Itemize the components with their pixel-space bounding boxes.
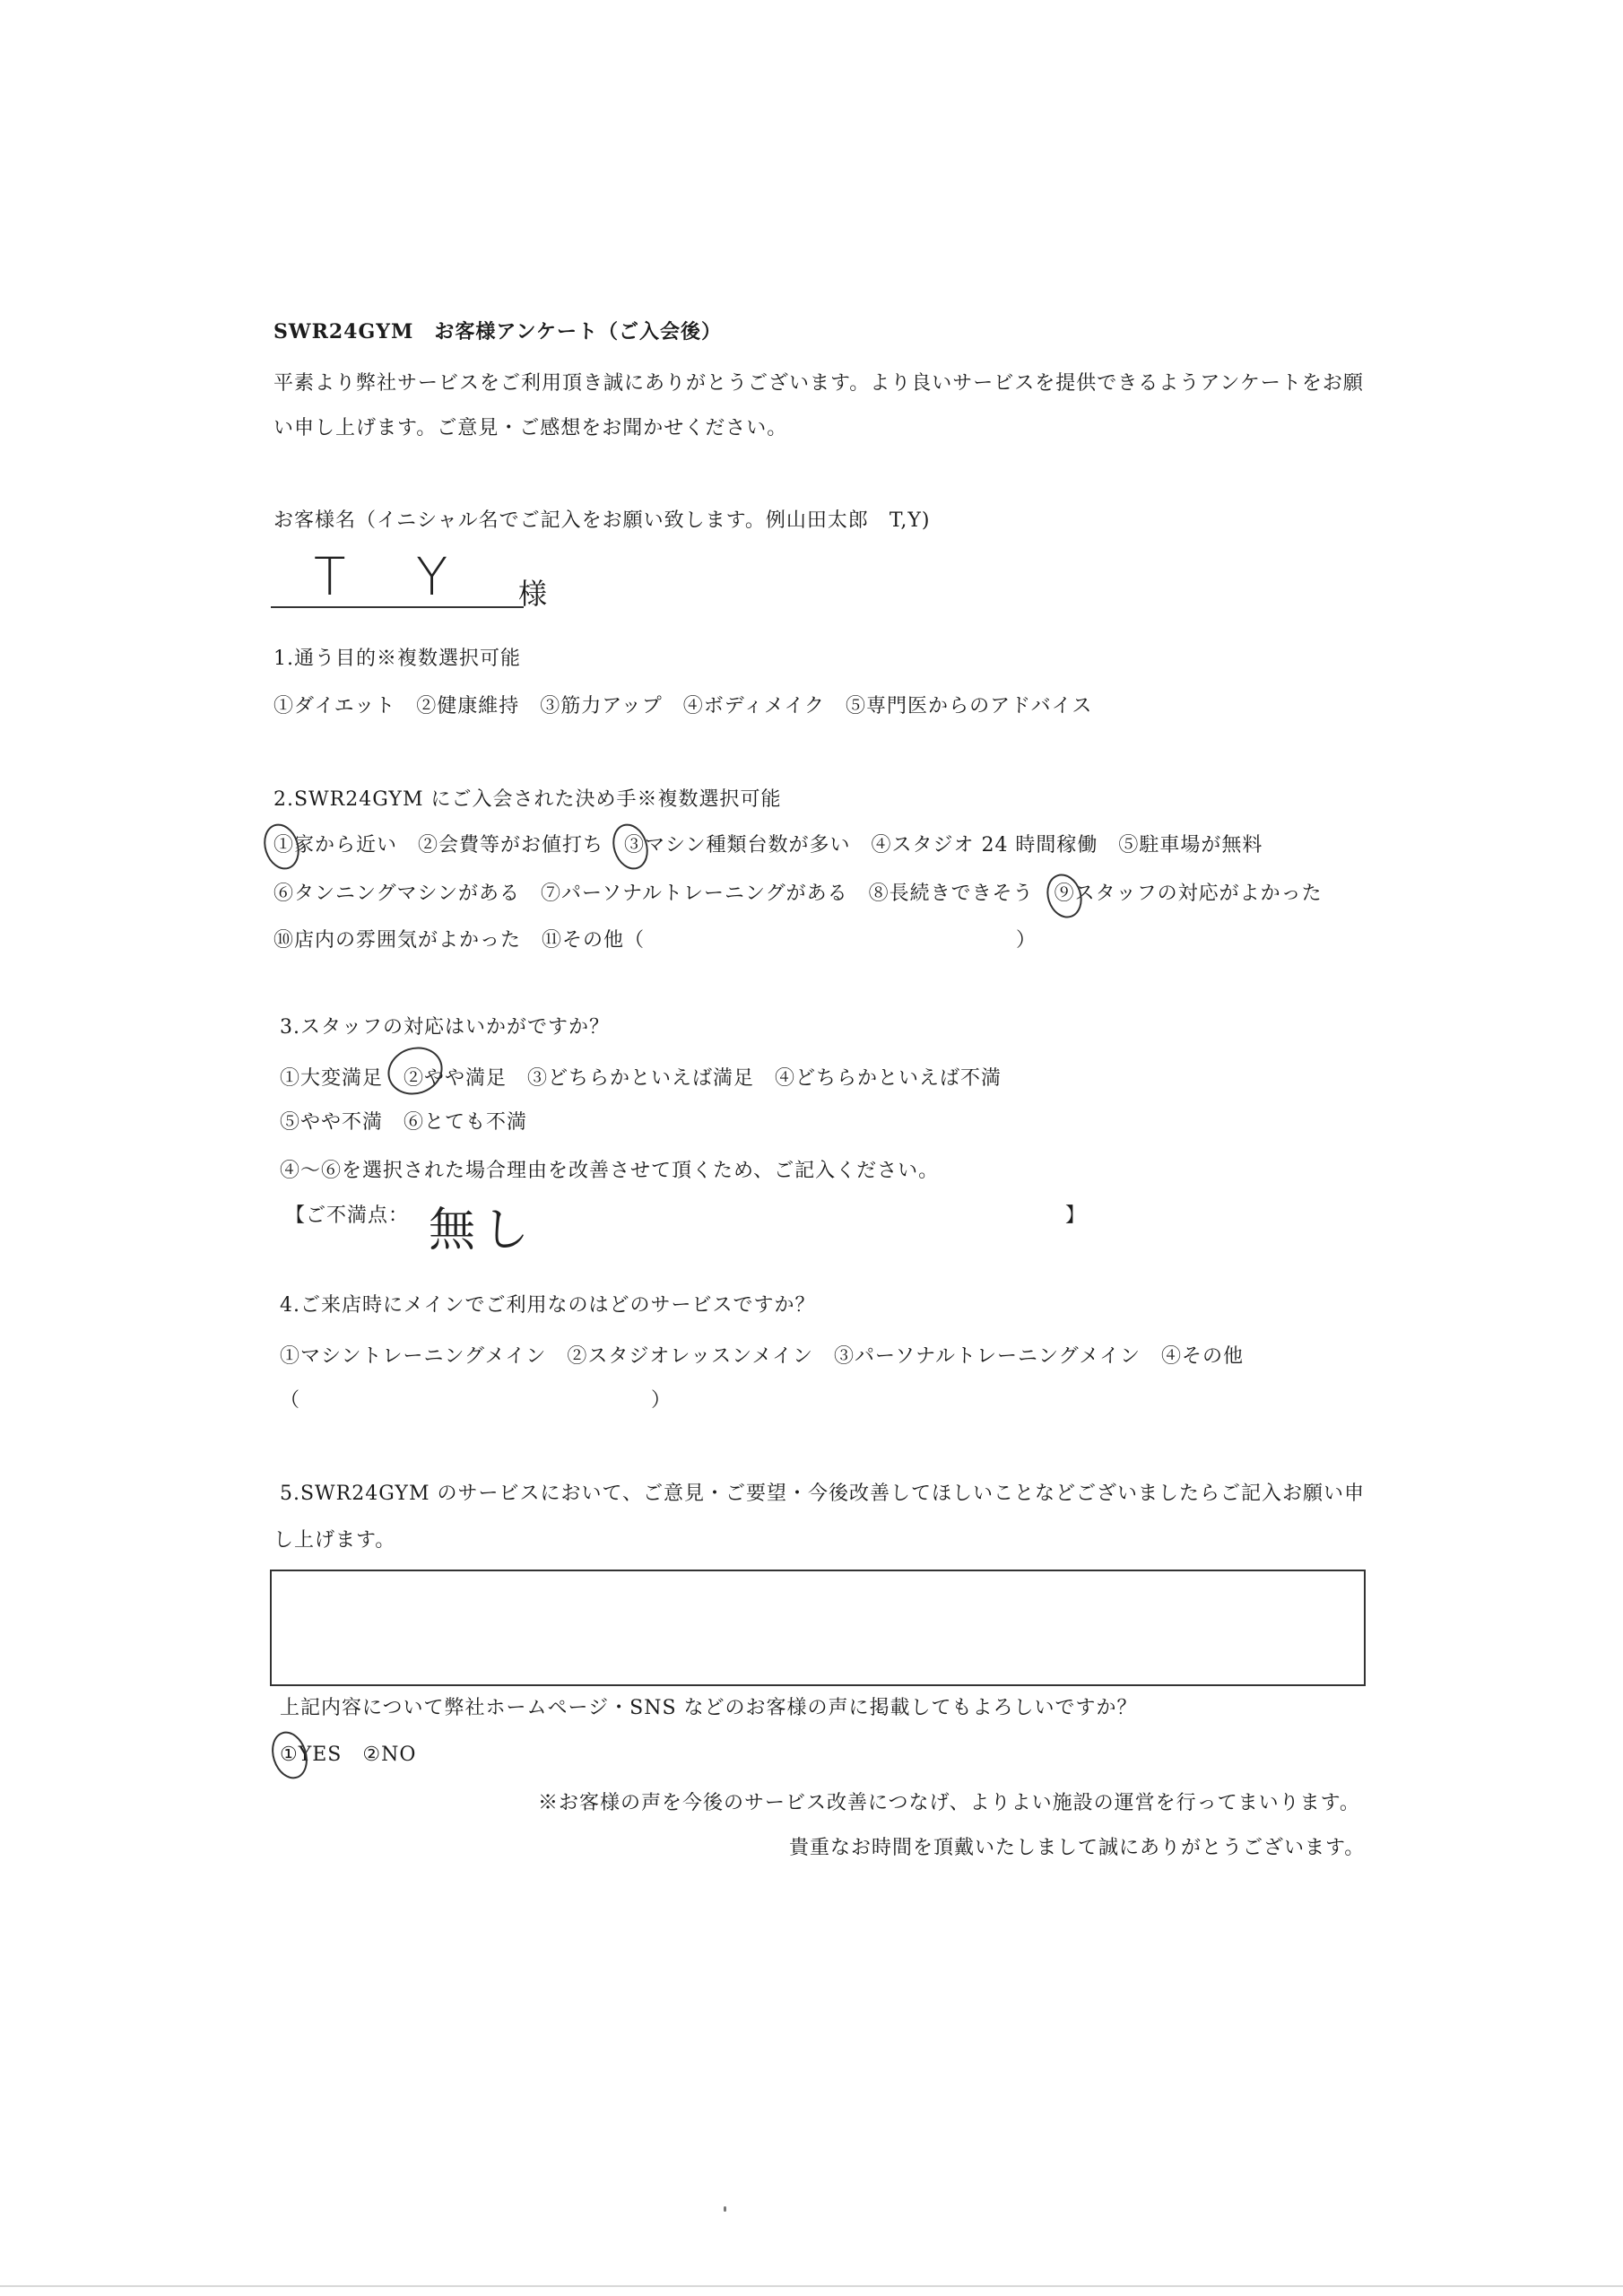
q5-label-line-2: し上げます。 — [273, 1529, 396, 1552]
q4-options: ①マシントレーニングメイン ②スタジオレッスンメイン ③パーソナルトレーニングメイン ④その他 — [280, 1345, 1244, 1368]
scan-speck — [724, 2206, 726, 2212]
q3-options-row-1: ①大変満足 ②やや満足 ③どちらかといえば満足 ④どちらかといえば不満 — [280, 1067, 1002, 1090]
q3-selection-circle-2 — [381, 1040, 448, 1102]
customer-name-handwriting: T Y — [314, 546, 475, 607]
q3-label: 3.スタッフの対応はいかがですか？ — [280, 1016, 610, 1039]
q3-dissatisfaction-close: 】 — [1065, 1205, 1087, 1227]
intro-line-1: 平素より弊社サービスをご利用頂き誠にありがとうございます。より良いサービスを提供できるようアンケートをお願 — [273, 372, 1364, 395]
consent-selection-circle-yes — [266, 1726, 314, 1783]
consent-question: 上記内容について弊社ホームページ・SNS などのお客様の声に掲載してもよろしいですか？ — [280, 1697, 1138, 1719]
q2-selection-circle-3 — [607, 819, 654, 874]
q3-dissatisfaction-label: 【ご不満点： — [285, 1205, 410, 1227]
q2-selection-circle-9 — [1041, 869, 1088, 922]
q3-note: ④～⑥を選択された場合理由を改善させて頂くため、ご記入ください。 — [280, 1160, 940, 1182]
customer-name-label: お客様名（イニシャル名でご記入をお願い致します。例山田太郎 T,Y) — [273, 509, 931, 532]
intro-line-2: い申し上げます。ご意見・ご感想をお聞かせください。 — [273, 417, 788, 439]
q4-label: 4.ご来店時にメインでご利用なのはどのサービスですか？ — [280, 1294, 816, 1317]
customer-honorific: 様 — [518, 577, 549, 611]
scan-bottom-edge — [0, 2285, 1623, 2287]
q2-options-row-2: ⑥タンニングマシンがある ⑦パーソナルトレーニングがある ⑧長続きできそう ⑨スタッフの対応がよかった — [273, 883, 1323, 905]
footer-line-2: 貴重なお時間を頂戴いたしまして誠にありがとうございます。 — [789, 1837, 1366, 1859]
q5-comment-box[interactable] — [270, 1570, 1366, 1686]
q2-label: 2.SWR24GYM にご入会された決め手※複数選択可能 — [273, 788, 782, 811]
q2-selection-circle-1 — [258, 819, 305, 874]
q3-dissatisfaction-handwriting: 無し — [429, 1204, 537, 1257]
q4-other-blank: （ ） — [280, 1389, 673, 1412]
survey-title: SWR24GYM お客様アンケート（ご入会後） — [273, 320, 723, 344]
q2-options-row-1: ①家から近い ②会費等がお値打ち ③マシン種類台数が多い ④スタジオ 24 時間稼働 ⑤駐車場が無料 — [273, 834, 1263, 857]
q2-options-row-3: ⑩店内の雰囲気がよかった ⑪その他（ ） — [273, 929, 1037, 952]
q3-options-row-2: ⑤やや不満 ⑥とても不満 — [280, 1111, 528, 1134]
q1-label: 1.通う目的※複数選択可能 — [273, 648, 521, 670]
q1-options: ①ダイエット ②健康維持 ③筋力アップ ④ボディメイク ⑤専門医からのアドバイス — [273, 695, 1093, 718]
footer-line-1: ※お客様の声を今後のサービス改善につなげ、よりよい施設の運営を行ってまいります。 — [538, 1792, 1360, 1814]
q5-label-line-1: 5.SWR24GYM のサービスにおいて、ご意見・ご要望・今後改善してほしいことなどございましたらご記入お願い申 — [280, 1483, 1366, 1505]
consent-options: ①YES ②NO — [280, 1744, 417, 1766]
customer-name-underline — [271, 606, 524, 608]
